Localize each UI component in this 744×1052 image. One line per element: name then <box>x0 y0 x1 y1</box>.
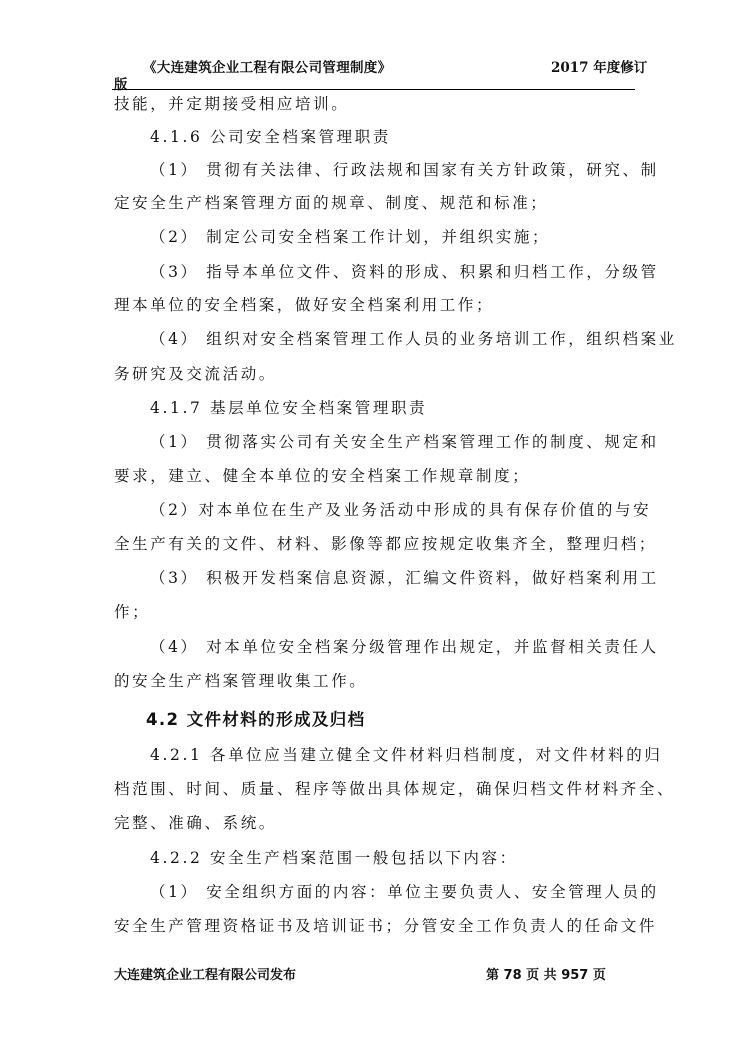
section-heading: 4.1.7 基层单位安全档案管理职责 <box>150 399 428 417</box>
body-line: 作； <box>114 603 151 621</box>
body-line: （1） 贯彻落实公司有关安全生产档案管理工作的制度、规定和 <box>150 433 659 451</box>
body-line: （3） 指导本单位文件、资料的形成、积累和归档工作，分级管 <box>150 263 659 281</box>
body-line: 全生产有关的文件、材料、影像等都应按规定收集齐全，整理归档； <box>114 535 658 553</box>
section-heading: 4.1.6 公司安全档案管理职责 <box>150 128 391 146</box>
body-line: 档范围、时间、质量、程序等做出具体规定，确保归档文件材料齐全、 <box>114 780 676 798</box>
section-heading: 4.2.2 安全生产档案范围一般包括以下内容： <box>150 849 518 867</box>
chapter-heading: 4.2 文件材料的形成及归档 <box>146 710 366 729</box>
body-line: 理本单位的安全档案，做好安全档案利用工作； <box>114 296 495 314</box>
header-revision: 2017 年度修订 <box>551 60 648 76</box>
body-line: （1） 安全组织方面的内容：单位主要负责人、安全管理人员的 <box>150 883 659 901</box>
header-revision-continued: 版 <box>114 77 128 93</box>
body-line: （2） 制定公司安全档案工作计划，并组织实施； <box>150 228 551 246</box>
body-line: 技能，并定期接受相应培训。 <box>114 95 350 113</box>
body-line: 安全生产管理资格证书及培训证书；分管安全工作负责人的任命文件 <box>114 917 658 935</box>
body-line: （1） 贯彻有关法律、行政法规和国家有关方针政策，研究、制 <box>150 161 659 179</box>
section-heading: 4.2.1 各单位应当建立健全文件材料归档制度，对文件材料的归 <box>150 746 663 764</box>
body-line: （3） 积极开发档案信息资源，汇编文件资料，做好档案利用工 <box>150 569 659 587</box>
header-title: 《大连建筑企业工程有限公司管理制度》 <box>143 60 392 76</box>
body-line: 务研究及交流活动。 <box>114 365 277 383</box>
header-rule <box>112 89 635 90</box>
body-line: 完整、准确、系统。 <box>114 814 277 832</box>
body-line: 的安全生产档案管理收集工作。 <box>114 672 368 690</box>
body-line: （4） 组织对安全档案管理工作人员的业务培训工作，组织档案业 <box>150 330 677 348</box>
body-line: 定安全生产档案管理方面的规章、制度、规范和标准； <box>114 194 549 212</box>
footer-publisher: 大连建筑企业工程有限公司发布 <box>114 968 297 983</box>
body-line: 要求，建立、健全本单位的安全档案工作规章制度； <box>114 467 531 485</box>
footer-page-number: 第 78 页 共 957 页 <box>486 968 606 983</box>
body-line: （2）对本单位在生产及业务活动中形成的具有保存价值的与安 <box>150 501 652 519</box>
body-line: （4） 对本单位安全档案分级管理作出规定，并监督相关责任人 <box>150 638 659 656</box>
